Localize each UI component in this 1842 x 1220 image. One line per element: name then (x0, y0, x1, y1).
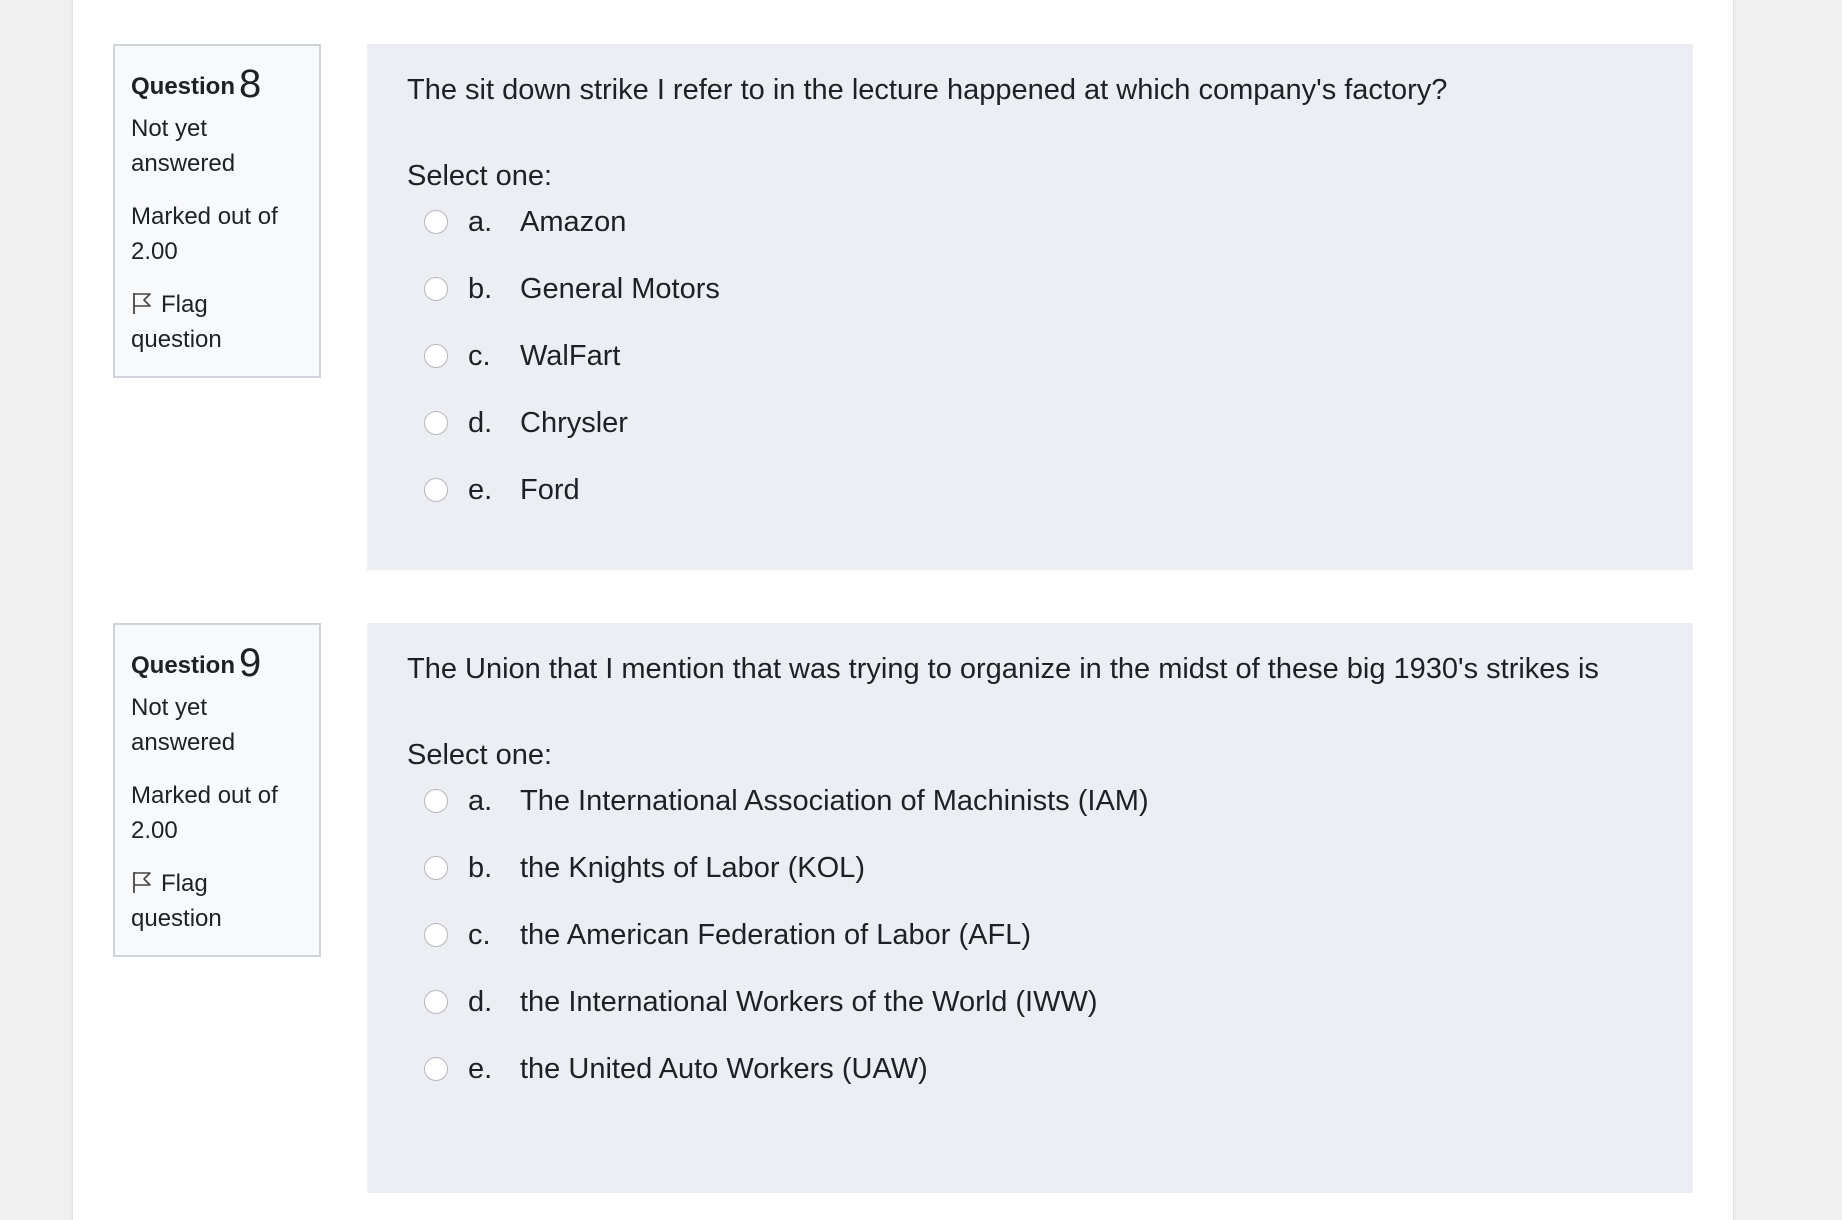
question-info (113, 44, 321, 378)
flag-question-label: Flag question (131, 291, 222, 353)
answer-letter: a. (468, 206, 493, 238)
answer-option[interactable] (407, 783, 1653, 850)
answer-list (407, 783, 1653, 1118)
answer-radio[interactable] (424, 990, 448, 1014)
question-grade: Marked out of 2.00 (131, 782, 278, 844)
answer-text: Chrysler (520, 407, 628, 439)
answer-option[interactable] (407, 472, 1653, 539)
quiz-page (72, 0, 1734, 1220)
answer-option[interactable] (407, 405, 1653, 472)
answer-option[interactable] (407, 850, 1653, 917)
question-text: The sit down strike I refer to in the lecture happened at which company's factory? (407, 74, 1448, 106)
answer-radio[interactable] (424, 277, 448, 301)
answer-text: Amazon (520, 206, 627, 238)
question-number (131, 641, 303, 685)
answer-text: the American Federation of Labor (AFL) (520, 919, 1031, 951)
question-state: Not yet answered (131, 694, 236, 756)
answer-text: the Knights of Labor (KOL) (520, 852, 865, 884)
flag-question-label: Flag question (131, 870, 222, 932)
answer-option[interactable] (407, 271, 1653, 338)
answer-option[interactable] (407, 338, 1653, 405)
answer-option[interactable] (407, 204, 1653, 271)
flag-question-link[interactable] (131, 866, 303, 936)
answer-radio[interactable] (424, 411, 448, 435)
answer-radio[interactable] (424, 1057, 448, 1081)
answer-radio[interactable] (424, 789, 448, 813)
question-number-value: 9 (239, 641, 262, 685)
answer-radio[interactable] (424, 478, 448, 502)
select-one-prompt: Select one: (407, 739, 553, 771)
select-one-prompt: Select one: (407, 160, 553, 192)
question-text: The Union that I mention that was trying to organize in the midst of these big 1930's strikes is (407, 653, 1599, 685)
answer-letter: b. (468, 273, 493, 305)
answer-letter: d. (468, 986, 493, 1018)
answer-text: General Motors (520, 273, 720, 305)
answer-text: the International Workers of the World (IWW) (520, 986, 1098, 1018)
answer-text: Ford (520, 474, 580, 506)
answer-option[interactable] (407, 917, 1653, 984)
answer-letter: c. (468, 919, 491, 951)
answer-option[interactable] (407, 1051, 1653, 1118)
answer-list (407, 204, 1653, 539)
answer-letter: e. (468, 1053, 493, 1085)
answer-radio[interactable] (424, 210, 448, 234)
answer-radio[interactable] (424, 344, 448, 368)
question-number-value: 8 (239, 62, 262, 106)
answer-text: WalFart (520, 340, 621, 372)
flag-icon (131, 291, 153, 315)
answer-option[interactable] (407, 984, 1653, 1051)
answer-letter: e. (468, 474, 493, 506)
question-label: Question (131, 652, 236, 679)
question-state: Not yet answered (131, 115, 236, 177)
answer-letter: c. (468, 340, 491, 372)
question-info (113, 623, 321, 957)
answer-radio[interactable] (424, 856, 448, 880)
answer-radio[interactable] (424, 923, 448, 947)
question-label: Question (131, 73, 236, 100)
answer-letter: a. (468, 785, 493, 817)
question-number (131, 62, 303, 106)
flag-question-link[interactable] (131, 287, 303, 357)
flag-icon (131, 870, 153, 894)
answer-text: the United Auto Workers (UAW) (520, 1053, 928, 1085)
question-content (367, 623, 1693, 1193)
question-content (367, 44, 1693, 570)
question-grade: Marked out of 2.00 (131, 203, 278, 265)
answer-text: The International Association of Machinists (IAM) (520, 785, 1149, 817)
answer-letter: d. (468, 407, 493, 439)
answer-letter: b. (468, 852, 493, 884)
